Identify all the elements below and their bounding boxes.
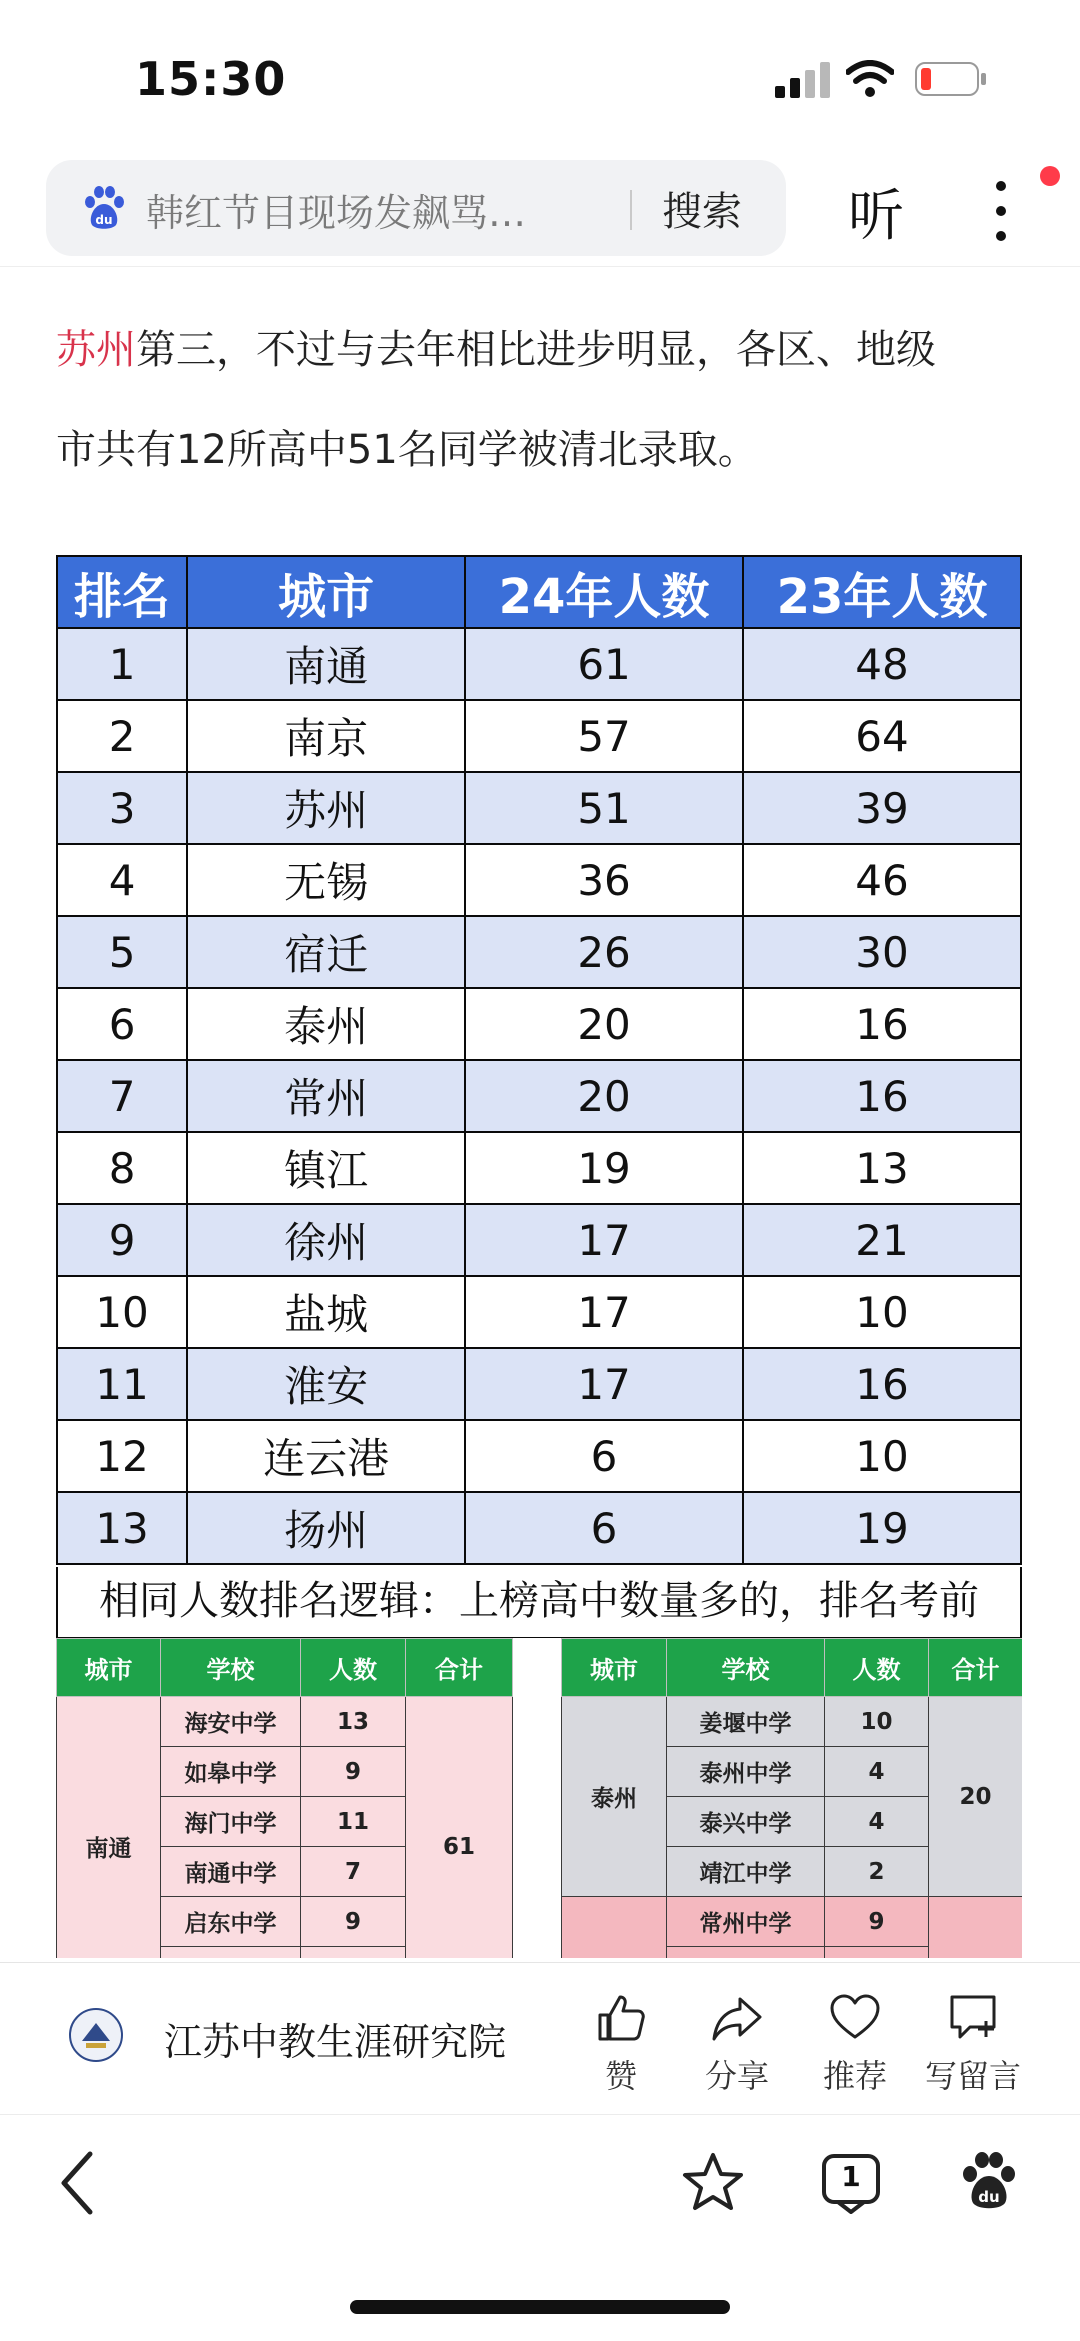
school-header-school: 学校 xyxy=(161,1639,301,1697)
search-button[interactable]: 搜索 xyxy=(662,189,742,235)
search-bar[interactable] xyxy=(46,160,786,256)
city-cell: 苏州 xyxy=(187,772,465,844)
rank-cell: 4 xyxy=(57,844,187,916)
share-button[interactable] xyxy=(682,1991,792,2097)
count-2024-cell: 17 xyxy=(465,1348,743,1420)
share-icon xyxy=(710,1991,764,2045)
school-city: 泰州 xyxy=(562,1697,667,1897)
svg-text:du: du xyxy=(978,2188,1000,2206)
school-count: 4 xyxy=(825,1797,929,1847)
tab-count: 1 xyxy=(841,2160,861,2193)
ranking-row xyxy=(57,1420,1021,1492)
ranking-row xyxy=(57,1348,1021,1420)
count-2024-cell: 26 xyxy=(465,916,743,988)
svg-text:du: du xyxy=(95,213,113,227)
header-city: 城市 xyxy=(187,556,465,628)
school-count: 7 xyxy=(301,1847,406,1897)
like-label: 赞 xyxy=(604,2057,637,2095)
rank-cell: 6 xyxy=(57,988,187,1060)
school-header-total: 合计 xyxy=(406,1639,513,1697)
rank-cell: 11 xyxy=(57,1348,187,1420)
school-name: 泰兴中学 xyxy=(667,1797,825,1847)
school-name: 启东中学 xyxy=(161,1897,301,1947)
school-name: 姜堰中学 xyxy=(667,1697,825,1747)
school-table-left xyxy=(56,1638,513,1958)
count-2023-cell: 13 xyxy=(743,1132,1021,1204)
school-total: 20 xyxy=(929,1697,1023,1897)
count-2024-cell: 51 xyxy=(465,772,743,844)
school-count xyxy=(301,1947,406,1959)
school-name xyxy=(667,1947,825,1959)
rank-cell: 12 xyxy=(57,1420,187,1492)
baidu-paw-icon[interactable] xyxy=(958,2150,1020,2212)
recommend-label: 推荐 xyxy=(822,2057,887,2095)
comment-icon xyxy=(946,1991,1000,2045)
more-icon[interactable] xyxy=(986,176,1016,246)
count-2023-cell: 16 xyxy=(743,1348,1021,1420)
city-cell: 无锡 xyxy=(187,844,465,916)
school-header-school: 学校 xyxy=(667,1639,825,1697)
city-cell: 常州 xyxy=(187,1060,465,1132)
battery-icon xyxy=(915,62,987,96)
count-2024-cell: 6 xyxy=(465,1492,743,1564)
tabs-button[interactable] xyxy=(818,2150,884,2216)
school-name: 常州中学 xyxy=(667,1897,825,1947)
count-2024-cell: 6 xyxy=(465,1420,743,1492)
school-city: 南通 xyxy=(57,1697,161,1959)
school-header-count: 人数 xyxy=(301,1639,406,1697)
school-name xyxy=(161,1947,301,1959)
ranking-row xyxy=(57,628,1021,700)
notification-dot xyxy=(1040,166,1060,186)
listen-button[interactable]: 听 xyxy=(848,184,904,249)
count-2024-cell: 36 xyxy=(465,844,743,916)
action-bar xyxy=(0,1962,1080,2114)
rank-cell: 9 xyxy=(57,1204,187,1276)
school-count: 11 xyxy=(301,1797,406,1847)
article-paragraph xyxy=(56,300,1036,500)
school-total xyxy=(929,1897,1023,1959)
city-cell: 南京 xyxy=(187,700,465,772)
article-line-2: 市共有12所高中51名同学被清北录取。 xyxy=(56,427,758,473)
school-count: 4 xyxy=(825,1747,929,1797)
baidu-paw-icon xyxy=(80,184,128,232)
school-breakdown xyxy=(56,1638,1022,1958)
count-2024-cell: 17 xyxy=(465,1204,743,1276)
school-header-total: 合计 xyxy=(929,1639,1023,1697)
signal-icon xyxy=(775,62,831,98)
ranking-row xyxy=(57,1060,1021,1132)
school-name: 海安中学 xyxy=(161,1697,301,1747)
rank-cell: 10 xyxy=(57,1276,187,1348)
author-logo[interactable] xyxy=(68,2007,124,2063)
count-2023-cell: 48 xyxy=(743,628,1021,700)
status-bar xyxy=(0,0,1080,150)
rank-cell: 13 xyxy=(57,1492,187,1564)
header-rank: 排名 xyxy=(57,556,187,628)
school-header-city: 城市 xyxy=(57,1639,161,1697)
comment-button[interactable] xyxy=(918,1991,1028,2097)
ranking-row xyxy=(57,700,1021,772)
star-icon[interactable] xyxy=(680,2150,746,2216)
city-cell: 淮安 xyxy=(187,1348,465,1420)
like-button[interactable] xyxy=(566,1991,676,2097)
ranking-row xyxy=(57,1276,1021,1348)
comment-label: 写留言 xyxy=(924,2057,1021,2095)
school-name: 如皋中学 xyxy=(161,1747,301,1797)
city-cell: 徐州 xyxy=(187,1204,465,1276)
count-2023-cell: 10 xyxy=(743,1276,1021,1348)
school-name: 靖江中学 xyxy=(667,1847,825,1897)
city-cell: 盐城 xyxy=(187,1276,465,1348)
share-label: 分享 xyxy=(704,2057,769,2095)
recommend-button[interactable] xyxy=(800,1991,910,2097)
author-name[interactable]: 江苏中教生涯研究院 xyxy=(164,2020,507,2064)
article-text: 第三，不过与去年相比进步明显，各区、地级 xyxy=(136,327,936,373)
header-2023: 23年人数 xyxy=(743,556,1021,628)
count-2023-cell: 21 xyxy=(743,1204,1021,1276)
home-indicator xyxy=(350,2300,730,2314)
count-2024-cell: 19 xyxy=(465,1132,743,1204)
school-count xyxy=(825,1947,929,1959)
school-count: 2 xyxy=(825,1847,929,1897)
gap-column xyxy=(512,1638,561,1958)
school-count: 13 xyxy=(301,1697,406,1747)
rank-cell: 7 xyxy=(57,1060,187,1132)
ranking-row xyxy=(57,1204,1021,1276)
count-2023-cell: 39 xyxy=(743,772,1021,844)
heart-icon xyxy=(828,1991,882,2045)
count-2023-cell: 19 xyxy=(743,1492,1021,1564)
article-line-1 xyxy=(56,300,1036,400)
rank-cell: 8 xyxy=(57,1132,187,1204)
rank-cell: 3 xyxy=(57,772,187,844)
count-2024-cell: 20 xyxy=(465,988,743,1060)
divider xyxy=(0,266,1080,267)
city-cell: 泰州 xyxy=(187,988,465,1060)
wifi-icon xyxy=(846,60,894,98)
rank-cell: 1 xyxy=(57,628,187,700)
ranking-table xyxy=(56,555,1022,1565)
ranking-row xyxy=(57,988,1021,1060)
count-2023-cell: 10 xyxy=(743,1420,1021,1492)
search-divider xyxy=(630,190,632,230)
count-2023-cell: 64 xyxy=(743,700,1021,772)
city-cell: 扬州 xyxy=(187,1492,465,1564)
count-2024-cell: 20 xyxy=(465,1060,743,1132)
city-cell: 南通 xyxy=(187,628,465,700)
school-count: 9 xyxy=(301,1897,406,1947)
school-name: 南通中学 xyxy=(161,1847,301,1897)
rank-cell: 2 xyxy=(57,700,187,772)
school-header-city: 城市 xyxy=(562,1639,667,1697)
ranking-row xyxy=(57,1132,1021,1204)
count-2024-cell: 61 xyxy=(465,628,743,700)
school-name: 泰州中学 xyxy=(667,1747,825,1797)
count-2024-cell: 57 xyxy=(465,700,743,772)
count-2023-cell: 30 xyxy=(743,916,1021,988)
count-2023-cell: 16 xyxy=(743,1060,1021,1132)
back-arrow-icon[interactable] xyxy=(54,2148,104,2218)
ranking-row xyxy=(57,1492,1021,1564)
highlight-link[interactable]: 苏州 xyxy=(56,327,136,373)
header-2024: 24年人数 xyxy=(465,556,743,628)
ranking-row xyxy=(57,844,1021,916)
count-2023-cell: 46 xyxy=(743,844,1021,916)
status-time: 15:30 xyxy=(135,52,287,106)
ranking-note: 相同人数排名逻辑：上榜高中数量多的，排名考前 xyxy=(56,1567,1022,1639)
ranking-row xyxy=(57,772,1021,844)
school-city xyxy=(562,1897,667,1959)
ranking-header-row xyxy=(57,556,1021,628)
count-2023-cell: 16 xyxy=(743,988,1021,1060)
divider xyxy=(0,2114,1080,2115)
city-cell: 连云港 xyxy=(187,1420,465,1492)
school-count: 10 xyxy=(825,1697,929,1747)
ranking-row xyxy=(57,916,1021,988)
search-input[interactable]: 韩红节目现场发飙骂… xyxy=(146,191,527,235)
school-header-count: 人数 xyxy=(825,1639,929,1697)
school-table-right xyxy=(561,1638,1022,1958)
school-count: 9 xyxy=(301,1747,406,1797)
school-name: 海门中学 xyxy=(161,1797,301,1847)
city-cell: 宿迁 xyxy=(187,916,465,988)
count-2024-cell: 17 xyxy=(465,1276,743,1348)
school-count: 9 xyxy=(825,1897,929,1947)
rank-cell: 5 xyxy=(57,916,187,988)
city-cell: 镇江 xyxy=(187,1132,465,1204)
thumbs-up-icon xyxy=(594,1991,648,2045)
school-total: 61 xyxy=(406,1697,513,1959)
